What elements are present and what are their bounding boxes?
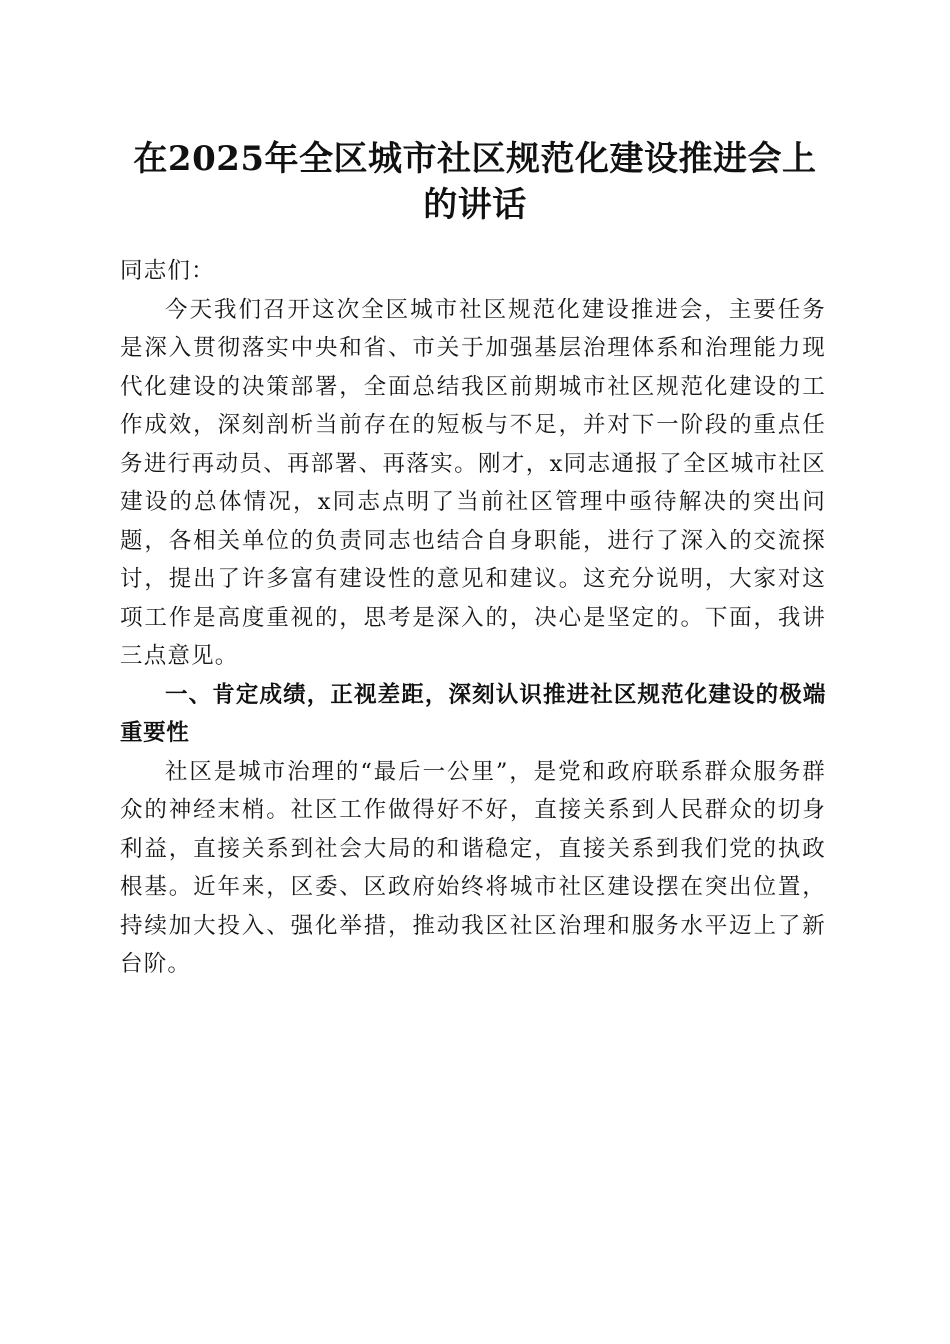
paragraph-community: 社区是城市治理的“最后一公里”，是党和政府联系群众服务群众的神经末梢。社区工作做得好不好，直接关系到人民群众的切身利益，直接关系到社会大局的和谐稳定，直接关系到我们党的执政根基。近年来，区委、区政府始终将城市社区建设摆在突出位置，持续加大投入、强化举措，推动我区社区治理和服务水平迈上了新台阶。 [120, 758, 826, 977]
paragraph-opening: 今天我们召开这次全区城市社区规范化建设推进会，主要任务是深入贯彻落实中央和省、市关于加强基层治理体系和治理能力现代化建设的决策部署，全面总结我区前期城市社区规范化建设的工作成效，深刻剖析当前存在的短板与不足，并对下一阶段的重点任务进行再动员、再部署、再落实。刚才，x同志通报了全区城市社区建设的总体情况，x同志点明了当前社区管理中亟待解决的突出问题，各相关单位的负责同志也结合自身职能，进行了深入的交流探讨，提出了许多富有建设性的意见和建议。这充分说明，大家对这项工作是高度重视的，思考是深入的，决心是坚定的。下面，我讲三点意见。 [120, 296, 826, 669]
section-heading-1: 一、肯定成绩，正视差距，深刻认识推进社区规范化建设的极端重要性 [120, 681, 826, 746]
title-line-1: 在2025年全区城市社区规范化建设推进会上 [133, 139, 817, 179]
document-body [120, 252, 826, 984]
title-line-2: 的讲话 [423, 185, 527, 225]
document-title [110, 136, 840, 228]
salutation: 同志们： [120, 258, 215, 284]
